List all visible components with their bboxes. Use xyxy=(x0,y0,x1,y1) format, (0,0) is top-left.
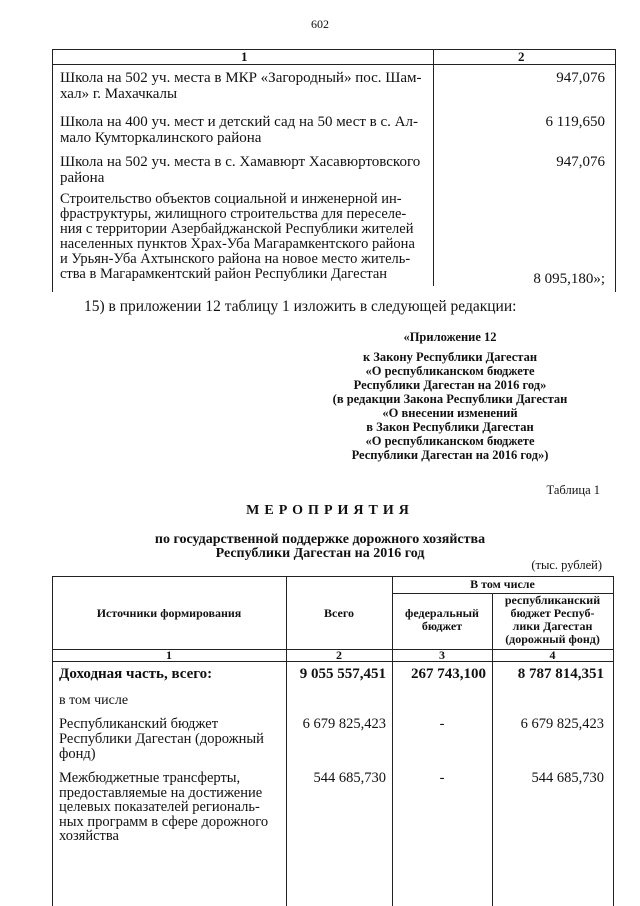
document-title: МЕРОПРИЯТИЯ xyxy=(246,503,414,518)
table-label: Таблица 1 xyxy=(546,483,600,497)
header-divider xyxy=(53,64,615,65)
row-value: 947,076 xyxy=(556,70,605,86)
border xyxy=(52,577,53,906)
unit-label: (тыс. рублей) xyxy=(531,558,602,572)
annex-heading: «Приложение 12 к Закону Республики Дагестан «О республиканском бюджете Республики Дагестан на 2016 год» (в редакции Закона Республики Дагестан «О внесении изменений в Закон Республики Дагестан «О республиканском бюджете Республики Дагестан на 2016 год») xyxy=(332,330,568,462)
column-divider xyxy=(286,577,287,906)
border xyxy=(613,577,614,906)
table-row: Школа на 502 уч. места в МКР «Загородный» пос. Шам- хал» г. Махачкалы xyxy=(60,70,422,102)
row-total: 544 685,730 xyxy=(313,770,386,786)
header-federal: федеральный бюджет xyxy=(405,606,479,633)
column-number-1: 1 xyxy=(241,49,248,64)
column-number-4: 4 xyxy=(549,648,556,662)
income-republic: 8 787 814,351 xyxy=(517,666,604,682)
amendment-paragraph: 15) в приложении 12 таблицу 1 изложить в следующей редакции: xyxy=(84,298,517,315)
income-label: Доходная часть, всего: xyxy=(59,666,213,682)
income-total: 9 055 557,451 xyxy=(299,666,386,682)
column-number-1: 1 xyxy=(166,648,172,662)
including-label: в том числе xyxy=(59,693,129,708)
funding-table xyxy=(52,576,614,906)
table-row: Межбюджетные трансферты, предоставляемые на достижение целевых показателей региональ- ных программ в сфере дорожного хозяйства xyxy=(59,770,269,844)
income-federal: 267 743,100 xyxy=(411,666,486,682)
table-row: Республиканский бюджет Республики Дагестан (дорожный фонд) xyxy=(59,716,264,762)
table-row: Школа на 400 уч. мест и детский сад на 50 мест в с. Ал- мало Кумторкалинского района xyxy=(60,114,418,146)
column-divider xyxy=(433,50,434,286)
projects-table xyxy=(52,49,616,292)
column-number-3: 3 xyxy=(439,648,445,662)
row-value: 6 119,650 xyxy=(545,114,605,130)
column-number-2: 2 xyxy=(336,648,342,662)
table-row: Строительство объектов социальной и инженерной ин- фраструктуры, жилищного строительства для переселе- ния с территории Азербайджанской Республики жителей населенных пунктов Храх-Уба Магарамкентского района и Урьян-Уба Ахтынского района на новое место житель- ства в Магарамкентский район Республики Дагестан xyxy=(60,191,415,282)
header-including: В том числе xyxy=(470,577,535,591)
row-federal: - xyxy=(439,716,445,732)
row-federal: - xyxy=(439,770,445,786)
header-republic: республиканский бюджет Респуб- лики Дагестан (дорожный фонд) xyxy=(504,593,601,646)
row-total: 6 679 825,423 xyxy=(302,716,386,732)
row-republic: 544 685,730 xyxy=(531,770,604,786)
header-total: Всего xyxy=(324,606,354,620)
row-republic: 6 679 825,423 xyxy=(520,716,604,732)
header-sources: Источники формирования xyxy=(96,606,242,620)
table-row: Школа на 502 уч. места в с. Хамавюрт Хасавюртовского района xyxy=(60,154,421,186)
document-subtitle: по государственной поддержке дорожного хозяйства Республики Дагестан на 2016 год xyxy=(154,532,486,561)
row-value: 8 095,180»; xyxy=(533,271,605,287)
column-number-2: 2 xyxy=(518,49,525,64)
page-number: 602 xyxy=(311,17,329,31)
row-value: 947,076 xyxy=(556,154,605,170)
